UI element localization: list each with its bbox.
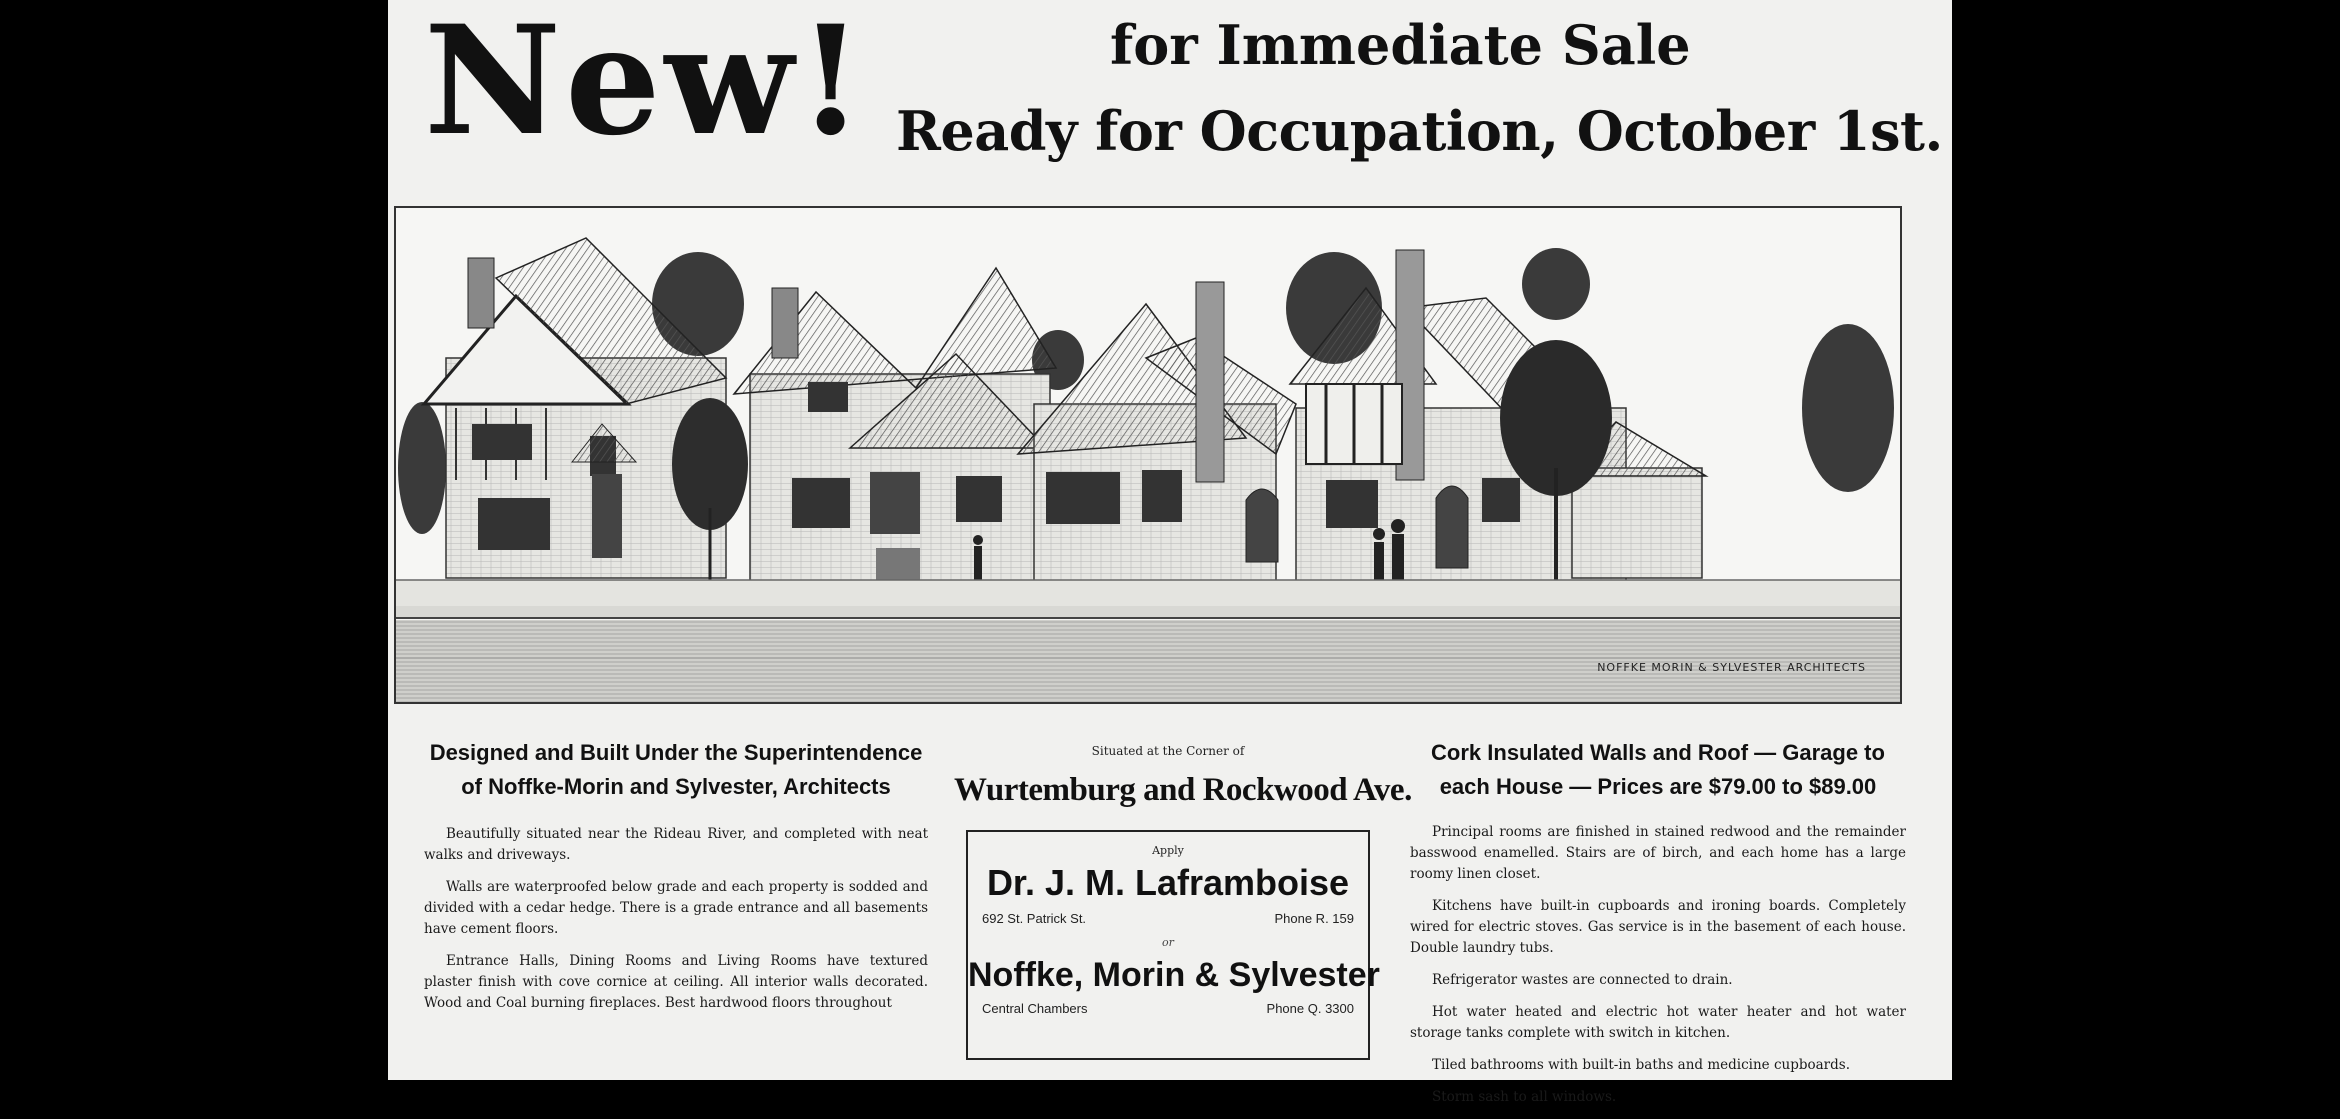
contact-1-address: 692 St. Patrick St. — [982, 911, 1087, 926]
right-paragraph-3: Refrigerator wastes are connected to drain. — [1432, 972, 1733, 988]
contact-2-details — [968, 1001, 1368, 1016]
right-paragraph-5: Tiled bathrooms with built-in baths and medicine cupboards. — [1432, 1057, 1850, 1073]
left-paragraph-1: Beautifully situated near the Rideau River, and completed with neat walks and driveways. — [424, 826, 928, 863]
or-label: or — [1162, 936, 1174, 949]
houses-illustration — [394, 206, 1902, 704]
right-column — [1410, 736, 1906, 1119]
left-paragraph-3: Entrance Halls, Dining Rooms and Living Rooms have textured plaster finish with cove cornice at ceiling. All interior walls decorated. Wood and Coal burning fireplaces. Best hardwood floors throughout — [424, 953, 928, 1011]
houses-drawing — [396, 208, 1900, 702]
contact-2-phone: Phone Q. 3300 — [1266, 1001, 1354, 1016]
contact-1-phone: Phone R. 159 — [1274, 911, 1354, 926]
left-column — [424, 736, 928, 1025]
contact-box — [966, 830, 1380, 1060]
newspaper-ad-page — [388, 0, 1952, 1105]
contact-name-1: Dr. J. M. Laframboise — [986, 862, 1350, 903]
right-paragraph-4: Hot water heated and electric hot water heater and hot water storage tanks complete with switch in kitchen. — [1410, 1004, 1906, 1041]
location-corner: Wurtemburg and Rockwood Ave. — [954, 772, 1412, 808]
right-paragraph-6: Storm sash to all windows. — [1432, 1089, 1617, 1105]
left-paragraph-2: Walls are waterproofed below grade and each property is sodded and divided with a cedar hedge. There is a grade entrance and all basements have cement floors. — [424, 879, 928, 937]
right-paragraph-2: Kitchens have built-in cupboards and ironing boards. Completely wired for electric stoves. Gas service is in the basement of each house. Double laundry tubs. — [1410, 898, 1906, 956]
contact-2-address: Central Chambers — [982, 1001, 1088, 1016]
situated-label: Situated at the Corner of — [1091, 744, 1245, 758]
architect-credit: NOFFKE MORIN & SYLVESTER ARCHITECTS — [1597, 661, 1866, 674]
headline-immediate-sale: for Immediate Sale — [1110, 13, 1691, 77]
headline-new: New! — [424, 0, 868, 169]
headline-occupation-date: Ready for Occupation, October 1st. — [896, 99, 1943, 163]
apply-label: Apply — [1152, 844, 1184, 857]
left-heading: Designed and Built Under the Superintendence of Noffke-Morin and Sylvester, Architects — [429, 740, 923, 799]
right-heading: Cork Insulated Walls and Roof — Garage to each House — Prices are $79.00 to $89.00 — [1431, 740, 1885, 799]
middle-column — [954, 736, 1412, 1060]
contact-1-details — [968, 911, 1368, 926]
contact-name-2: Noffke, Morin & Sylvester — [968, 956, 1380, 994]
right-paragraph-1: Principal rooms are finished in stained redwood and the remainder basswood enamelled. Stairs are of birch, and each home has a large roomy linen closet. — [1410, 824, 1906, 882]
